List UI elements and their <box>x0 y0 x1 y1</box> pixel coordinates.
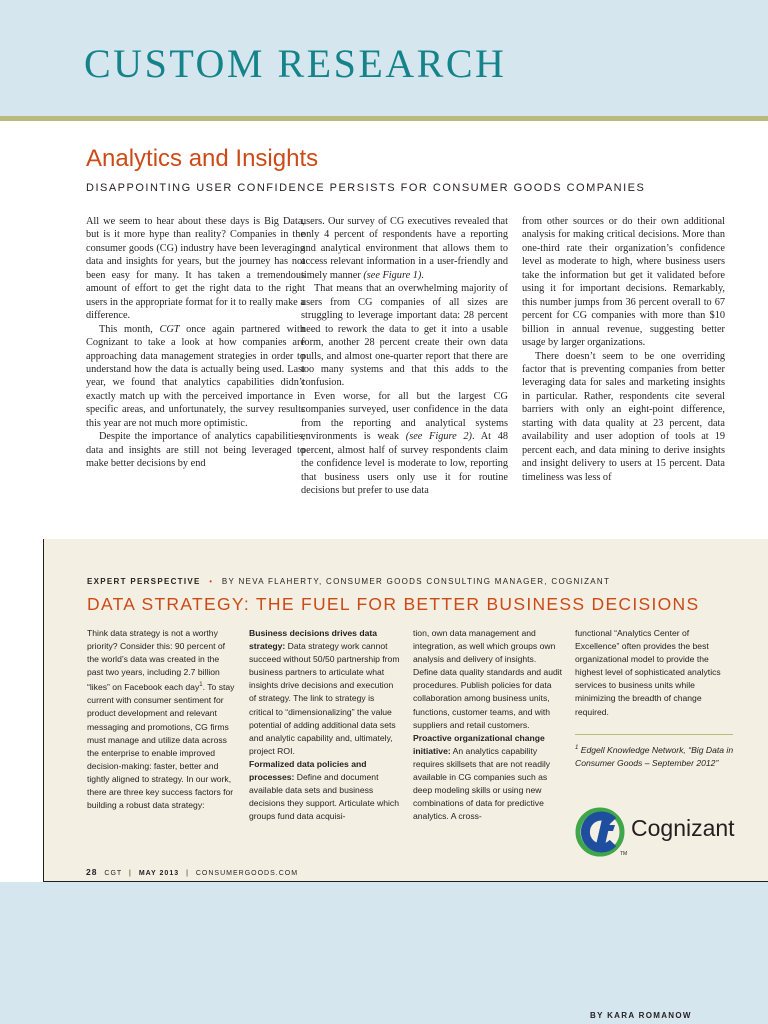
article-column-1 <box>86 215 305 515</box>
page-number: 28 <box>86 867 98 877</box>
paragraph: Proactive organizational change initiative: An analytics capability requires skillsets that are not readily available in CG companies such as deep modeling skills or using new combinations of data for predictive analytics. A cross- <box>413 732 551 822</box>
footnote-marker: 1 <box>199 682 203 689</box>
paragraph: from other sources or do their own additional analysis for making critical decisions. More than one-third rate their organization’s confidence level as moderate to high, where business users take the information but get it validated before using it for important decisions. Remarkably, this number jumps from 36 percent overall to 67 percent for CG companies with more than $10 billion in annual revenue, suggesting better usage by larger organizations. <box>522 216 725 349</box>
magazine-page <box>0 121 768 882</box>
trademark-mark: TM <box>620 851 627 857</box>
next-page-byline: BY KARA ROMANOW <box>590 1011 692 1020</box>
publication-name: CGT <box>159 323 180 335</box>
footer-site: CONSUMERGOODS.COM <box>195 870 299 877</box>
key-factor-heading: Proactive organizational change initiative: <box>413 732 545 756</box>
paragraph: Business decisions drives data strategy: Data strategy work cannot succeed without 50/50 partnership from business partners to articulate what insights drive decisions and execution of strategy. The link to strategy is critical to “dimensionalizing” the value potential of adding additional data sets and analytic capability and, ultimately, project ROI. <box>249 628 400 756</box>
expert-byline: BY NEVA FLAHERTY, CONSUMER GOODS CONSULTING MANAGER, COGNIZANT <box>221 577 611 586</box>
expert-title: DATA STRATEGY: THE FUEL FOR BETTER BUSINESS DECISIONS <box>87 594 700 614</box>
paragraph: functional “Analytics Center of Excellence” often provides the best organizational model to provide the highest level of sophisticated analytics services to business units while minimizing the breadth of change required. <box>575 628 721 717</box>
figure-reference: (see Figure 1) <box>363 269 422 281</box>
article-column-3 <box>522 215 725 515</box>
paragraph: There doesn’t seem to be one overriding factor that is preventing companies from better leveraging data for sales and marketing insights in particular. Rather, respondents cite several barriers with only an eight-point difference, starting with data quality at 23 percent, data availability and user adoption of tools at 19 percent each, and data mining to derive insights and insight delivery to users at 15 percent. Data timeliness was less of <box>522 350 725 483</box>
paragraph: That means that an overwhelming majority of users from CG companies of all sizes are struggling to leverage important data: 28 percent need to rework the data to get it into a usable form, another 28 percent create their own data pulls, and almost one-quarter report that there are too many systems and that this adds to the confusion. <box>301 283 508 389</box>
page-footer <box>86 867 298 877</box>
expert-perspective-box <box>43 539 768 882</box>
paragraph: Think data strategy is not a worthy priority? Consider this: 90 percent of the world’s data was created in the past two years, including 2.7 billion “likes” on Facebook each day$^1$. To stay current with consumer sentiment for product development and relevant messaging and promotions, CG firms must manage and utilize data across the enterprise to enable improved decision-making: faster, better and tightly aligned to strategy. In our work, there are three key success factors for building a robust data strategy: <box>87 628 235 811</box>
paragraph: This month, CGT once again partnered with Cognizant to take a look at how companies are approaching data management strategies in order to understand how the data is actually being used. Last year, we found that analytics capabilities didn’t exactly match up with the perceived importance in specific areas, and unfortunately, the survey results this year are not much more optimistic. <box>86 323 305 429</box>
paragraph: Formalized data policies and processes: Define and document available data sets and business decisions they support. Articulate which groups fund data acquisi- <box>249 758 399 822</box>
footnote-rule <box>575 734 733 735</box>
footer-date: MAY 2013 <box>138 870 180 877</box>
paragraph: users. Our survey of CG executives revealed that only 4 percent of respondents have a reporting and analytical environment that allows them to access relevant information in a user-friendly and timely manner (see Figure 1). <box>301 216 508 281</box>
article-title: Analytics and Insights <box>86 145 319 172</box>
cognizant-wordmark: Cognizant <box>631 815 735 841</box>
bullet: • <box>209 577 214 586</box>
key-factor-heading: Business decisions drives data strategy: <box>249 628 378 652</box>
footer-separator: | <box>129 870 132 877</box>
key-factor-heading: Formalized data policies and processes: <box>249 758 367 783</box>
expert-column-3 <box>413 627 563 867</box>
paragraph: Despite the importance of analytics capabilities, data and insights are still not being leveraged to make better decisions by end <box>86 431 305 470</box>
expert-column-1 <box>87 627 237 867</box>
section-title: CUSTOM RESEARCH <box>84 41 507 86</box>
paragraph: All we seem to hear about these days is Big Data, but is it more hype than reality? Companies in the consumer goods (CG) industry have been leveraging data and insights for years, but the journey has not been easy for many. It has taken a tremendous amount of effort to get the right data to the right users in the appropriate format for it to really make a difference. <box>86 216 305 322</box>
cognizant-logo <box>575 807 745 857</box>
figure-reference: (see Figure 2) <box>405 431 472 443</box>
expert-header <box>87 577 610 586</box>
expert-kicker: EXPERT PERSPECTIVE <box>87 577 201 586</box>
footer-separator: | <box>186 870 189 877</box>
paragraph: tion, own data management and integration, as well which groups own analysis and delivery of insights. Define data quality standards and audit procedures. Publish policies for data collaboration among business units, functions, customer teams, and with suppliers and retail customers. <box>413 628 563 730</box>
header-band <box>0 0 768 118</box>
footer-pub: CGT <box>104 870 123 877</box>
footnote: $^1$ Edgell Knowledge Network, “Big Data in Consumer Goods – September 2012” <box>575 744 734 768</box>
article-subtitle: DISAPPOINTING USER CONFIDENCE PERSISTS FOR CONSUMER GOODS COMPANIES <box>86 182 646 194</box>
cognizant-logo-icon <box>575 807 627 857</box>
paragraph: Even worse, for all but the largest CG companies surveyed, user confidence in the data from the reporting and analytical systems environments is weak (see Figure 2). At 48 percent, almost half of survey respondents claim the confidence level is moderate to low, reporting that business users only use it for routine decisions but prefer to use data <box>301 390 508 497</box>
article-column-2 <box>301 215 508 515</box>
expert-column-2 <box>249 627 401 867</box>
